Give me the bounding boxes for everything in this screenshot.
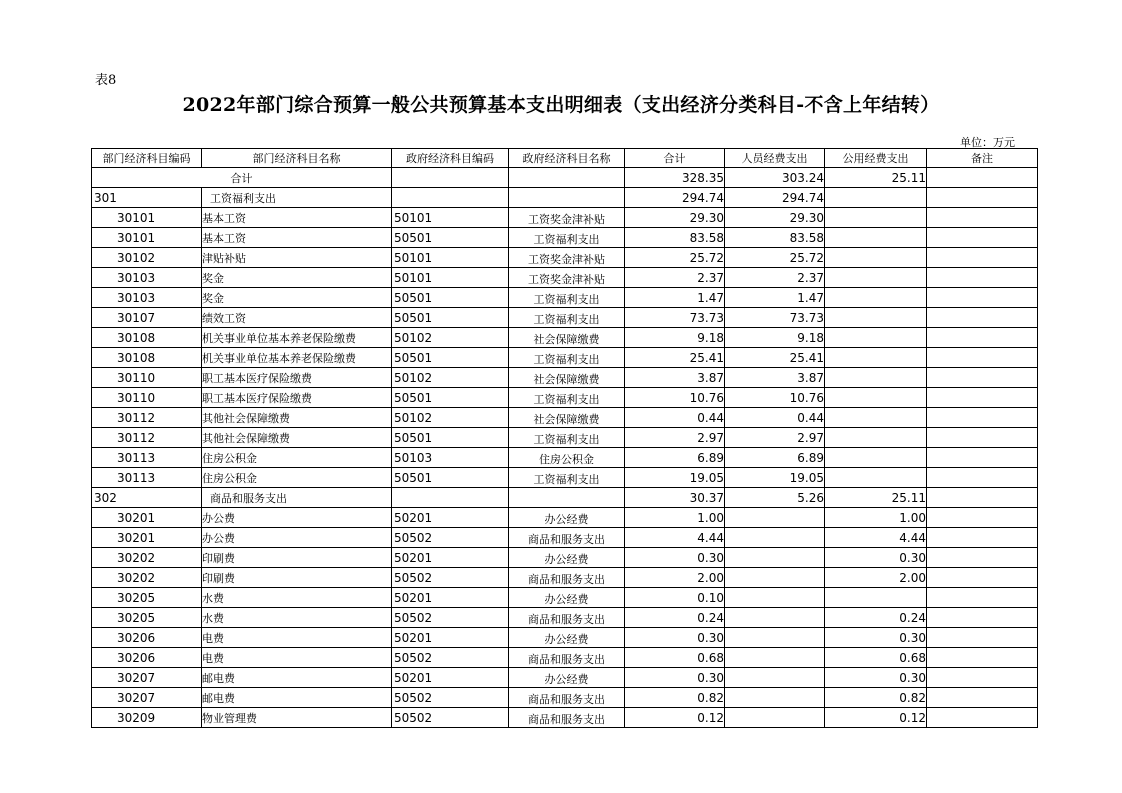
dept-name-cell: 基本工资 [202,228,392,248]
note-cell [927,188,1038,208]
dept-name-cell: 其他社会保障缴费 [202,408,392,428]
total-cell: 2.97 [625,428,725,448]
dept-code-cell: 30103 [92,268,202,288]
note-cell [927,628,1038,648]
gov-name-cell: 商品和服务支出 [509,528,625,548]
dept-name-cell: 住房公积金 [202,448,392,468]
gov-name-cell: 社会保障缴费 [509,328,625,348]
public-cell: 0.12 [825,708,927,728]
table-row [92,468,1038,488]
dept-name-cell: 工资福利支出 [202,188,392,208]
table-row [92,208,1038,228]
table-row [92,588,1038,608]
note-cell [927,208,1038,228]
note-cell [927,388,1038,408]
dept-code-cell: 30112 [92,428,202,448]
gov-name-cell: 办公经费 [509,548,625,568]
public-cell [825,428,927,448]
note-cell [927,608,1038,628]
personnel-cell [725,588,825,608]
personnel-cell: 1.47 [725,288,825,308]
dept-code-cell: 30206 [92,648,202,668]
personnel-cell: 294.74 [725,188,825,208]
note-cell [927,448,1038,468]
gov-code-cell: 50102 [392,368,509,388]
public-cell [825,268,927,288]
public-cell [825,408,927,428]
table-row [92,428,1038,448]
public-cell: 0.30 [825,548,927,568]
dept-name-cell: 奖金 [202,288,392,308]
total-cell: 9.18 [625,328,725,348]
gov-code-cell: 50201 [392,508,509,528]
table-number: 表8 [95,73,117,88]
dept-code-cell: 30201 [92,508,202,528]
table-row [92,288,1038,308]
personnel-cell: 10.76 [725,388,825,408]
dept-name-cell: 印刷费 [202,548,392,568]
dept-name-cell: 机关事业单位基本养老保险缴费 [202,328,392,348]
note-cell [927,508,1038,528]
total-cell: 1.47 [625,288,725,308]
personnel-cell: 25.72 [725,248,825,268]
note-cell [927,328,1038,348]
personnel-cell: 83.58 [725,228,825,248]
dept-code-cell: 302 [92,488,202,508]
gov-code-cell: 50502 [392,688,509,708]
note-cell [927,648,1038,668]
public-cell [825,248,927,268]
gov-name-cell: 商品和服务支出 [509,688,625,708]
total-cell: 294.74 [625,188,725,208]
total-cell: 6.89 [625,448,725,468]
dept-code-cell: 30110 [92,388,202,408]
personnel-cell: 3.87 [725,368,825,388]
dept-code-cell: 30207 [92,688,202,708]
unit-label: 单位：万元 [960,136,1015,149]
table-row [92,248,1038,268]
total-cell: 25.72 [625,248,725,268]
gov-code-cell: 50501 [392,428,509,448]
dept-code-cell: 30108 [92,348,202,368]
gov-code-cell: 50501 [392,388,509,408]
public-cell [825,388,927,408]
table-row [92,368,1038,388]
public-cell [825,228,927,248]
note-cell [927,308,1038,328]
gov-name-cell: 工资奖金津补贴 [509,208,625,228]
note-cell [927,528,1038,548]
total-cell: 83.58 [625,228,725,248]
gov-code-cell: 50102 [392,408,509,428]
personnel-cell [725,508,825,528]
gov-code-cell: 50101 [392,208,509,228]
public-cell [825,308,927,328]
personnel-cell [725,668,825,688]
total-cell: 0.82 [625,688,725,708]
personnel-cell [725,568,825,588]
dept-code-cell: 30202 [92,548,202,568]
total-public: 25.11 [825,168,927,188]
total-label: 合计 [92,168,392,188]
dept-code-cell: 30103 [92,288,202,308]
gov-name-cell: 工资福利支出 [509,428,625,448]
dept-code-cell: 30205 [92,588,202,608]
dept-name-cell: 机关事业单位基本养老保险缴费 [202,348,392,368]
header-total: 合计 [625,149,725,168]
personnel-cell: 5.26 [725,488,825,508]
personnel-cell: 6.89 [725,448,825,468]
gov-code-cell: 50501 [392,348,509,368]
header-personnel: 人员经费支出 [725,149,825,168]
gov-name-cell: 办公经费 [509,668,625,688]
note-cell [927,668,1038,688]
gov-name-cell: 办公经费 [509,588,625,608]
gov-code-cell: 50502 [392,568,509,588]
personnel-cell: 73.73 [725,308,825,328]
dept-code-cell: 30108 [92,328,202,348]
dept-code-cell: 30101 [92,228,202,248]
note-cell [927,708,1038,728]
header-row [92,149,1038,168]
total-cell: 19.05 [625,468,725,488]
gov-code-cell: 50501 [392,468,509,488]
personnel-cell: 9.18 [725,328,825,348]
table-row [92,228,1038,248]
dept-name-cell: 其他社会保障缴费 [202,428,392,448]
dept-name-cell: 水费 [202,588,392,608]
note-cell [927,568,1038,588]
total-cell: 4.44 [625,528,725,548]
personnel-cell [725,548,825,568]
note-cell [927,248,1038,268]
dept-code-cell: 30107 [92,308,202,328]
dept-code-cell: 30205 [92,608,202,628]
dept-code-cell: 30112 [92,408,202,428]
personnel-cell: 2.37 [725,268,825,288]
gov-name-cell: 社会保障缴费 [509,368,625,388]
total-cell: 0.44 [625,408,725,428]
header-dept-code: 部门经济科目编码 [92,149,202,168]
dept-code-cell: 30101 [92,208,202,228]
table-group-row [92,188,1038,208]
public-cell [825,348,927,368]
gov-code-cell: 50501 [392,228,509,248]
table-row [92,308,1038,328]
note-cell [927,548,1038,568]
note-cell [927,488,1038,508]
public-cell [825,588,927,608]
public-cell: 0.30 [825,628,927,648]
note-cell [927,688,1038,708]
total-cell: 10.76 [625,388,725,408]
gov-code-cell: 50101 [392,248,509,268]
total-personnel: 303.24 [725,168,825,188]
table-row [92,628,1038,648]
gov-name-cell: 商品和服务支出 [509,608,625,628]
dept-code-cell: 301 [92,188,202,208]
total-cell: 3.87 [625,368,725,388]
note-cell [927,368,1038,388]
total-cell: 2.00 [625,568,725,588]
public-cell: 4.44 [825,528,927,548]
gov-code-cell: 50201 [392,588,509,608]
dept-name-cell: 邮电费 [202,688,392,708]
total-cell: 0.12 [625,708,725,728]
gov-name-cell: 商品和服务支出 [509,568,625,588]
total-cell: 0.10 [625,588,725,608]
dept-name-cell: 津贴补贴 [202,248,392,268]
table-row [92,648,1038,668]
total-cell: 0.30 [625,668,725,688]
dept-name-cell: 绩效工资 [202,308,392,328]
table-group-row [92,488,1038,508]
header-public: 公用经费支出 [825,149,927,168]
total-cell: 30.37 [625,488,725,508]
dept-name-cell: 奖金 [202,268,392,288]
table-row [92,508,1038,528]
dept-name-cell: 电费 [202,648,392,668]
public-cell [825,368,927,388]
gov-name-cell: 工资福利支出 [509,468,625,488]
total-cell: 29.30 [625,208,725,228]
note-cell [927,288,1038,308]
total-cell: 25.41 [625,348,725,368]
table-row [92,328,1038,348]
public-cell: 25.11 [825,488,927,508]
personnel-cell [725,628,825,648]
gov-code-cell: 50201 [392,548,509,568]
public-cell: 0.68 [825,648,927,668]
table-row [92,688,1038,708]
gov-code-cell: 50502 [392,608,509,628]
public-cell: 2.00 [825,568,927,588]
table-row [92,268,1038,288]
gov-name-cell: 工资福利支出 [509,288,625,308]
gov-name-cell: 工资福利支出 [509,348,625,368]
note-cell [927,348,1038,368]
dept-code-cell: 30102 [92,248,202,268]
personnel-cell: 19.05 [725,468,825,488]
total-cell: 0.24 [625,608,725,628]
dept-code-cell: 30201 [92,528,202,548]
public-cell [825,208,927,228]
gov-name-cell: 商品和服务支出 [509,648,625,668]
dept-name-cell: 职工基本医疗保险缴费 [202,388,392,408]
public-cell: 0.24 [825,608,927,628]
total-sum: 328.35 [625,168,725,188]
gov-code-cell: 50502 [392,528,509,548]
note-cell [927,408,1038,428]
dept-name-cell: 水费 [202,608,392,628]
dept-code-cell: 30110 [92,368,202,388]
gov-name-cell [509,488,625,508]
note-cell [927,468,1038,488]
gov-code-cell: 50101 [392,268,509,288]
personnel-cell [725,708,825,728]
public-cell: 1.00 [825,508,927,528]
personnel-cell: 29.30 [725,208,825,228]
dept-name-cell: 职工基本医疗保险缴费 [202,368,392,388]
total-cell: 2.37 [625,268,725,288]
total-cell: 0.30 [625,548,725,568]
document-title: 2022年部门综合预算一般公共预算基本支出明细表（支出经济分类科目-不含上年结转） [182,94,940,116]
gov-code-cell: 50501 [392,308,509,328]
personnel-cell [725,688,825,708]
dept-name-cell: 商品和服务支出 [202,488,392,508]
gov-name-cell: 办公经费 [509,508,625,528]
total-gov-code [392,168,509,188]
personnel-cell [725,648,825,668]
header-gov-name: 政府经济科目名称 [509,149,625,168]
personnel-cell: 25.41 [725,348,825,368]
personnel-cell [725,528,825,548]
gov-code-cell: 50201 [392,628,509,648]
header-gov-code: 政府经济科目编码 [392,149,509,168]
dept-name-cell: 物业管理费 [202,708,392,728]
dept-name-cell: 印刷费 [202,568,392,588]
gov-name-cell: 商品和服务支出 [509,708,625,728]
total-cell: 0.68 [625,648,725,668]
public-cell [825,328,927,348]
gov-code-cell: 50102 [392,328,509,348]
gov-name-cell: 住房公积金 [509,448,625,468]
dept-code-cell: 30207 [92,668,202,688]
table-row [92,568,1038,588]
note-cell [927,228,1038,248]
dept-code-cell: 30202 [92,568,202,588]
gov-name-cell: 工资福利支出 [509,228,625,248]
table-row [92,408,1038,428]
public-cell [825,188,927,208]
gov-code-cell: 50201 [392,668,509,688]
public-cell [825,468,927,488]
gov-name-cell: 工资奖金津补贴 [509,248,625,268]
gov-name-cell [509,188,625,208]
table-row [92,528,1038,548]
dept-code-cell: 30209 [92,708,202,728]
gov-code-cell: 50502 [392,648,509,668]
gov-name-cell: 工资福利支出 [509,308,625,328]
table-row [92,448,1038,468]
table-row [92,608,1038,628]
dept-name-cell: 住房公积金 [202,468,392,488]
personnel-cell: 2.97 [725,428,825,448]
total-cell: 0.30 [625,628,725,648]
table-row [92,708,1038,728]
header-note: 备注 [927,149,1038,168]
gov-name-cell: 工资奖金津补贴 [509,268,625,288]
gov-code-cell [392,188,509,208]
total-row [92,168,1038,188]
public-cell: 0.30 [825,668,927,688]
table-row [92,548,1038,568]
dept-name-cell: 办公费 [202,508,392,528]
dept-name-cell: 基本工资 [202,208,392,228]
table-row [92,388,1038,408]
gov-name-cell: 社会保障缴费 [509,408,625,428]
table-row [92,668,1038,688]
dept-code-cell: 30113 [92,468,202,488]
dept-name-cell: 邮电费 [202,668,392,688]
personnel-cell: 0.44 [725,408,825,428]
gov-name-cell: 工资福利支出 [509,388,625,408]
dept-name-cell: 电费 [202,628,392,648]
expenditure-table [91,148,1038,728]
dept-code-cell: 30113 [92,448,202,468]
total-cell: 1.00 [625,508,725,528]
total-note [927,168,1038,188]
gov-code-cell: 50103 [392,448,509,468]
note-cell [927,268,1038,288]
gov-code-cell [392,488,509,508]
public-cell [825,288,927,308]
gov-code-cell: 50501 [392,288,509,308]
gov-code-cell: 50502 [392,708,509,728]
public-cell [825,448,927,468]
personnel-cell [725,608,825,628]
dept-name-cell: 办公费 [202,528,392,548]
dept-code-cell: 30206 [92,628,202,648]
public-cell: 0.82 [825,688,927,708]
total-cell: 73.73 [625,308,725,328]
total-gov-name [509,168,625,188]
header-dept-name: 部门经济科目名称 [202,149,392,168]
note-cell [927,588,1038,608]
note-cell [927,428,1038,448]
table-row [92,348,1038,368]
gov-name-cell: 办公经费 [509,628,625,648]
